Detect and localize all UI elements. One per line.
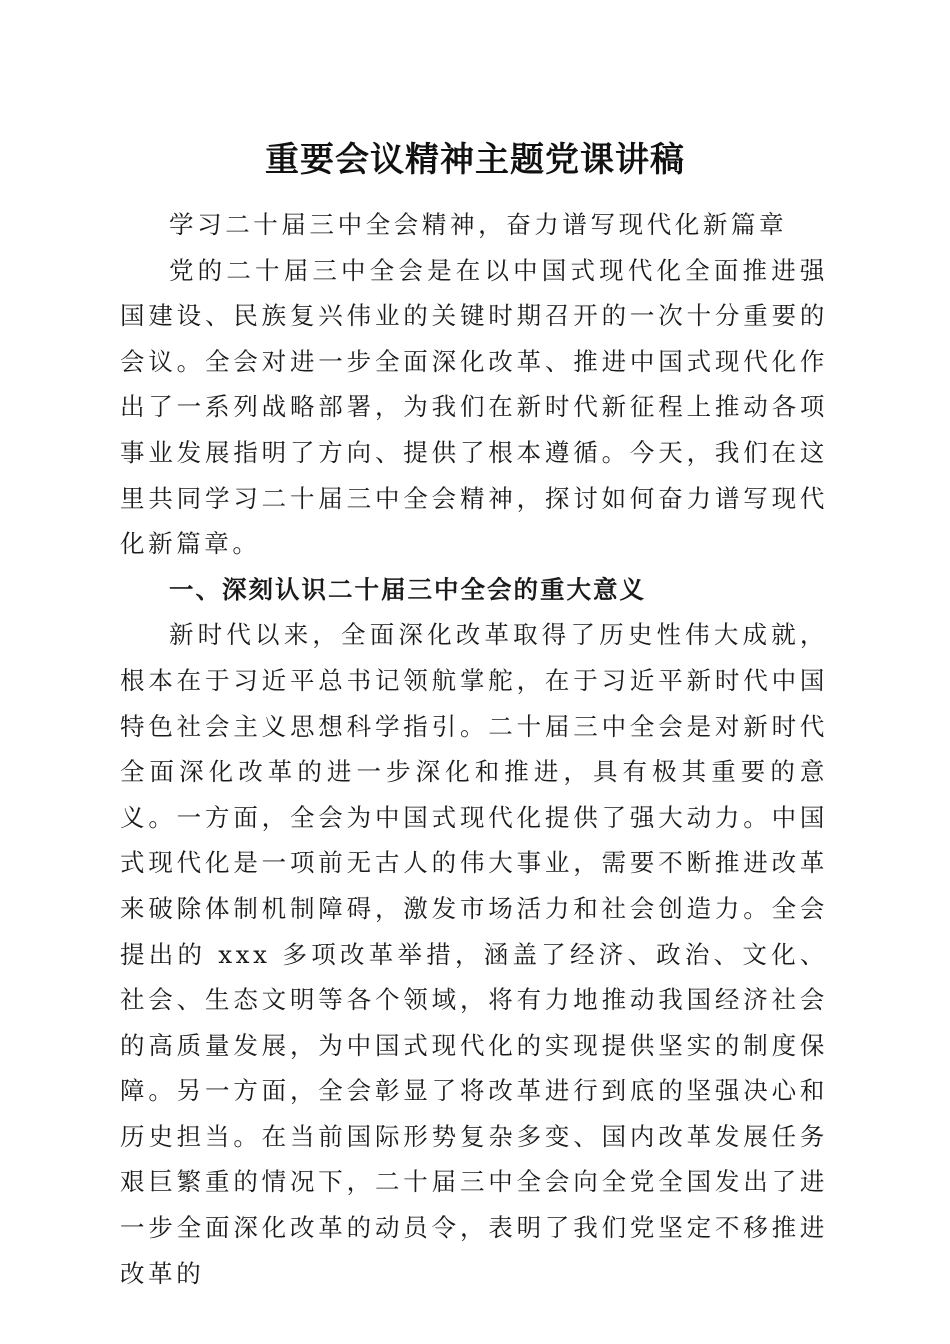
document-title: 重要会议精神主题党课讲稿 — [265, 140, 685, 180]
document-body — [120, 202, 828, 1296]
subtitle-paragraph: 学习二十届三中全会精神，奋力谱写现代化新篇章 — [169, 210, 788, 239]
section-heading: 一、深刻认识二十届三中全会的重大意义 — [169, 574, 646, 604]
section-paragraph: 新时代以来，全面深化改革取得了历史性伟大成就，根本在于习近平总书记领航掌舵，在于习近平新时代中国特色社会主义思想科学指引。二十届三中全会是对新时代全面深化改革的进一步深化和推进，具有极其重要的意义。一方面，全会为中国式现代化提供了强大动力。中国式现代化是一项前无古人的伟大事业，需要不断推进改革来破除体制机制障碍，激发市场活力和社会创造力。全会提出的 xxx 多项改革举措，涵盖了经济、政治、文化、社会、生态文明等各个领域，将有力地推动我国经济社会的高质量发展，为中国式现代化的实现提供坚实的制度保障。另一方面，全会彰显了将改革进行到底的坚强决心和历史担当。在当前国际形势复杂多变、国内改革发展任务艰巨繁重的情况下，二十届三中全会向全党全国发出了进一步全面深化改革的动员令，表明了我们党坚定不移推进改革的 — [120, 620, 828, 1288]
intro-paragraph: 党的二十届三中全会是在以中国式现代化全面推进强国建设、民族复兴伟业的关键时期召开的一次十分重要的会议。全会对进一步全面深化改革、推进中国式现代化作出了一系列战略部署，为我们在新时代新征程上推动各项事业发展指明了方向、提供了根本遵循。今天，我们在这里共同学习二十届三中全会精神，探讨如何奋力谱写现代化新篇章。 — [120, 255, 828, 559]
